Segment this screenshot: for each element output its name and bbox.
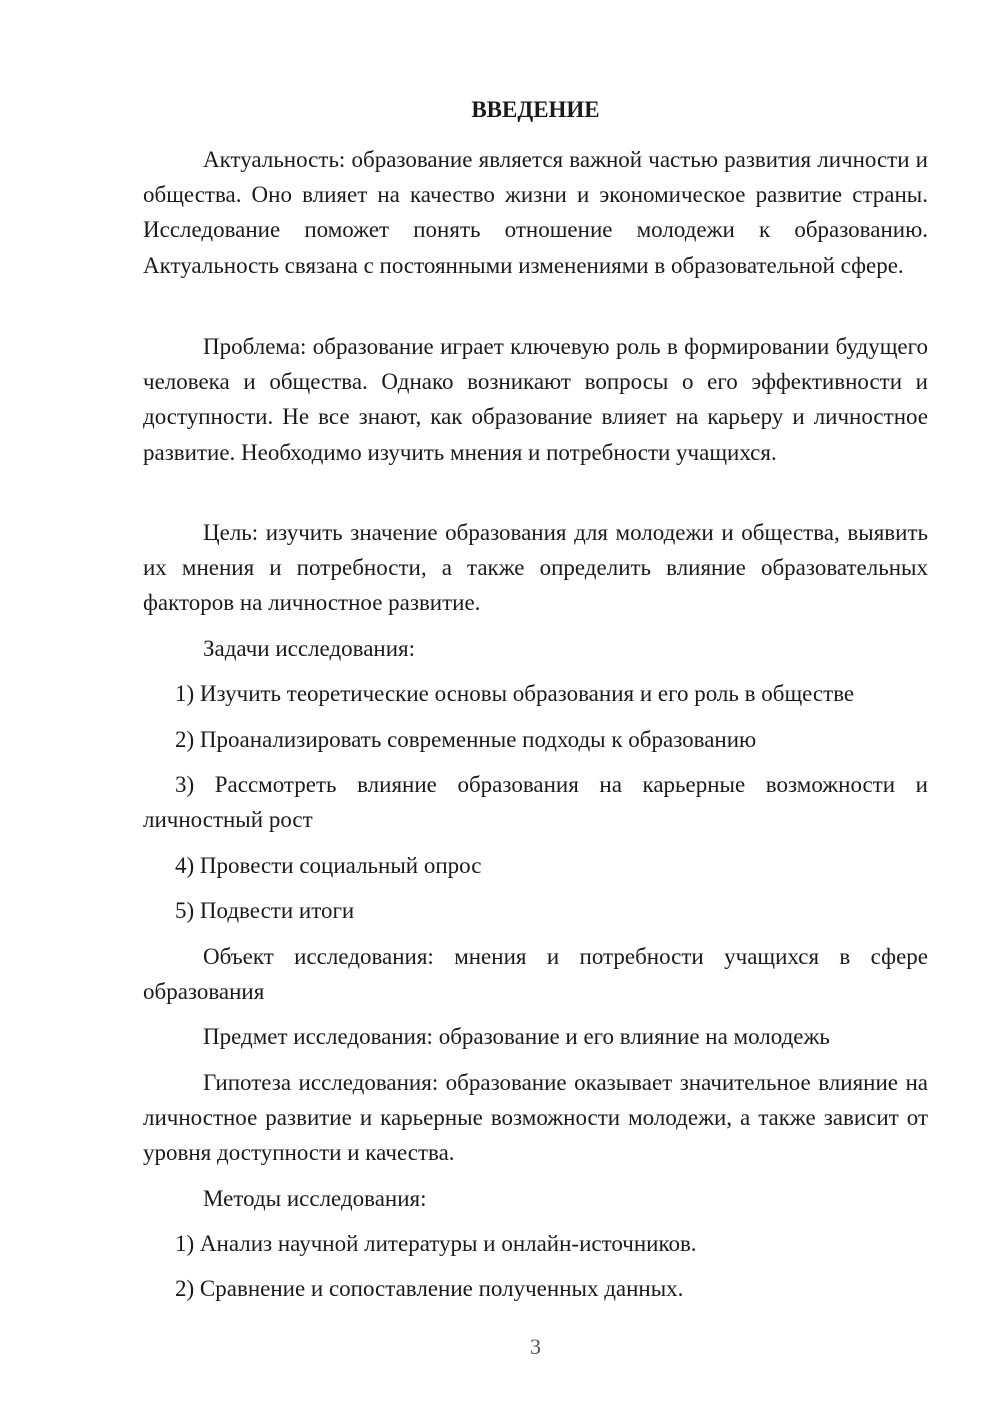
paragraph-hypothesis: Гипотеза исследования: образование оказывает значительное влияние на личностное развитие и карьерные возможности молодежи, а также зависит от уровня доступности и качества.: [143, 1070, 928, 1166]
paragraph-methods-heading: Методы исследования:: [203, 1186, 427, 1211]
list-item-task-5: 5) Подвести итоги: [175, 898, 355, 923]
paragraph-relevance: Актуальность: образование является важной частью развития личности и общества. Оно влияет на качество жизни и экономическое развитие страны. Исследование поможет понять отношение молодежи к образованию. Актуальность связана с постоянными изменениями в образовательной сфере.: [143, 147, 928, 278]
list-item-task-2: 2) Проанализировать современные подходы к образованию: [175, 727, 757, 752]
document-page: [143, 0, 928, 1414]
list-item-method-1: 1) Анализ научной литературы и онлайн-источников.: [175, 1231, 697, 1256]
paragraph-object: Объект исследования: мнения и потребности учащихся в сфере образования: [143, 944, 928, 1005]
list-item-task-4: 4) Провести социальный опрос: [175, 853, 482, 878]
list-item-method-2: 2) Сравнение и сопоставление полученных данных.: [175, 1276, 684, 1301]
section-heading: ВВЕДЕНИЕ: [471, 97, 600, 122]
paragraph-goal: Цель: изучить значение образования для молодежи и общества, выявить их мнения и потребности, а также определить влияние образовательных факторов на личностное развитие.: [143, 520, 928, 616]
list-item-task-3: 3) Рассмотреть влияние образования на карьерные возможности и личностный рост: [143, 772, 928, 833]
paragraph-tasks-heading: Задачи исследования:: [203, 636, 416, 661]
paragraph-problem: Проблема: образование играет ключевую роль в формировании будущего человека и общества. Однако возникают вопросы о его эффективности и доступности. Не все знают, как образование влияет на карьеру и личностное развитие. Необходимо изучить мнения и потребности учащихся.: [143, 334, 928, 465]
list-item-task-1: 1) Изучить теоретические основы образования и его роль в обществе: [175, 681, 855, 706]
paragraph-subject: Предмет исследования: образование и его влияние на молодежь: [203, 1024, 830, 1049]
page-number: 3: [530, 1334, 541, 1359]
